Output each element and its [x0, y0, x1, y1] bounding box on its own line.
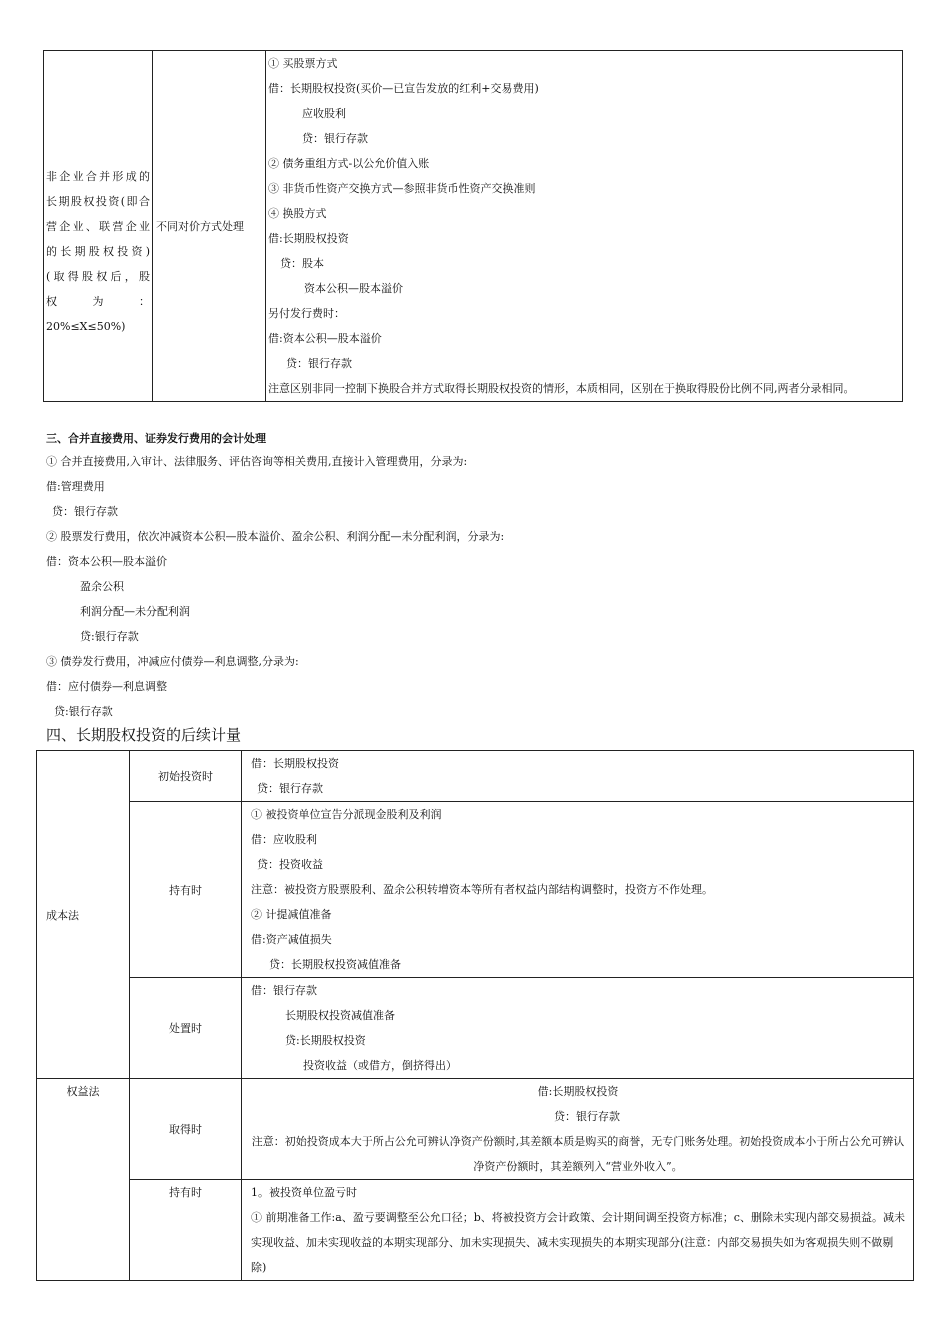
initial-label-cell: [130, 751, 242, 802]
holding-label: 持有时: [169, 883, 202, 897]
section-line: 贷:银行存款: [54, 705, 113, 718]
entry-line: 贷：银行存款: [302, 132, 368, 145]
entry-line: ① 被投资单位宣告分派现金股利及利润: [251, 808, 442, 821]
entry-paragraph: ① 前期准备工作:a、盈亏要调整至公允口径；b、将被投资方会计政策、会计期间调至投资方标准；c、删除未实现内部交易损益。减未实现收益、加未实现收益的本期实现部分、加未实现损失、减未实现损失的本期实现部分(注意：内部交易损失如为客观损失则不做剔除): [251, 1211, 905, 1274]
entry-line: 贷:长期股权投资: [285, 1034, 366, 1047]
cost-method-cell: [37, 751, 130, 1079]
entry-line: 贷：股本: [280, 257, 324, 270]
entry-line: 借：银行存款: [251, 984, 317, 997]
acquire-label: 取得时: [169, 1123, 202, 1136]
category-cell: [44, 51, 153, 402]
category-line: 非企业合并形成的: [46, 169, 150, 183]
initial-entries-cell: [242, 751, 914, 802]
entry-line: ② 债务重组方式-以公允价值入账: [268, 157, 430, 170]
section-line: 贷:银行存款: [80, 630, 139, 643]
entry-line: ③ 非货币性资产交换方式—参照非货币性资产交换准则: [268, 182, 536, 195]
holding-entries-cell: [242, 802, 914, 978]
entry-line: 贷：长期股权投资减值准备: [269, 958, 401, 971]
entry-line: 应收股利: [302, 107, 346, 120]
entry-line: 资本公积—股本溢价: [304, 282, 403, 295]
entry-line: 借:长期股权投资: [537, 1085, 619, 1098]
entry-line: 注意：被投资方股票股利、盈余公积转增资本等所有者权益内部结构调整时，投资方不作处理。: [251, 883, 713, 896]
category-line: (取得股权后，股: [46, 269, 150, 283]
disposal-entries-cell: [242, 978, 914, 1079]
holding-label-cell: [130, 802, 242, 978]
entry-line: ② 计提减值准备: [251, 908, 332, 921]
section-line: 利润分配—未分配利润: [80, 605, 190, 618]
method-cell: [153, 51, 266, 402]
acquire-entries-cell: [242, 1079, 914, 1180]
entry-line: 借：长期股权投资: [251, 757, 339, 770]
section-3-heading: 三、合并直接费用、证券发行费用的会计处理: [46, 432, 266, 445]
equity-method-label: 权益法: [66, 1085, 100, 1098]
entry-line: 借:资本公积—股本溢价: [268, 332, 382, 345]
disposal-label-cell: [130, 978, 242, 1079]
section-line: 借:管理费用: [46, 480, 105, 493]
entries-cell: [266, 51, 903, 402]
holding2-label-cell: [130, 1180, 242, 1281]
non-merger-equity-table: [43, 50, 903, 402]
entry-line: ④ 换股方式: [268, 207, 327, 220]
entry-line: 另付发行费时：: [268, 307, 345, 320]
category-line: 营企业、联营企业: [46, 219, 150, 233]
entry-line: 1。被投资单位盈亏时: [251, 1186, 357, 1199]
entry-line: 贷：银行存款: [257, 782, 323, 795]
disposal-label: 处置时: [169, 1022, 202, 1035]
entry-line: 投资收益（或借方，倒挤得出）: [303, 1059, 457, 1072]
subsequent-measurement-table: [36, 750, 914, 1281]
category-line: 的长期股权投资): [46, 244, 150, 258]
entry-line: ① 买股票方式: [268, 57, 338, 70]
entry-line: 借：应收股利: [251, 833, 317, 846]
equity-method-cell: [37, 1079, 130, 1281]
holding2-label: 持有时: [169, 1186, 202, 1199]
section-line: 贷：银行存款: [52, 505, 118, 518]
section-line: 借：应付债券—利息调整: [46, 680, 167, 693]
section-4-heading: 四、长期股权投资的后续计量: [46, 726, 242, 744]
acquire-label-cell: [130, 1079, 242, 1180]
section-line: 盈余公积: [80, 580, 124, 593]
section-3: [46, 429, 906, 746]
section-line: 借：资本公积—股本溢价: [46, 555, 167, 568]
entry-line: 借:资产减值损失: [251, 933, 332, 946]
category-line: 20%≤X≤50%): [46, 319, 126, 333]
entry-line: 贷：银行存款: [554, 1110, 620, 1123]
entry-note: 注意：初始投资成本大于所占公允可辨认净资产份额时,其差额本质是购买的商誉，无专门账务处理。初始投资成本小于所占公允可辨认净资产份额时，其差额列入“营业外收入”。: [251, 1135, 905, 1173]
entry-line: 借：长期股权投资(买价—已宣告发放的红利+交易费用): [268, 82, 539, 95]
initial-label: 初始投资时: [158, 770, 213, 783]
category-line: 权 为 ：: [46, 294, 150, 308]
entry-line: 借:长期股权投资: [268, 232, 349, 245]
section-line: ② 股票发行费用，依次冲减资本公积—股本溢价、盈余公积、利润分配—未分配利润，分录为:: [46, 530, 505, 543]
entry-line: 长期股权投资减值准备: [285, 1009, 395, 1022]
entry-line: 贷：投资收益: [257, 858, 323, 871]
cost-method-label: 成本法: [46, 908, 79, 922]
method-label: 不同对价方式处理: [156, 220, 244, 233]
entry-line: 贷：银行存款: [286, 357, 352, 370]
section-line: ③ 债券发行费用，冲减应付债券—利息调整,分录为:: [46, 655, 299, 668]
holding2-entries-cell: [242, 1180, 914, 1281]
entry-note: 注意区别非同一控制下换股合并方式取得长期股权投资的情形，本质相同，区别在于换取得股份比例不同,两者分录相同。: [268, 382, 855, 395]
category-line: 长期股权投资(即合: [46, 194, 150, 208]
section-line: ① 合并直接费用,入审计、法律服务、评估咨询等相关费用,直接计入管理费用，分录为:: [46, 455, 468, 468]
